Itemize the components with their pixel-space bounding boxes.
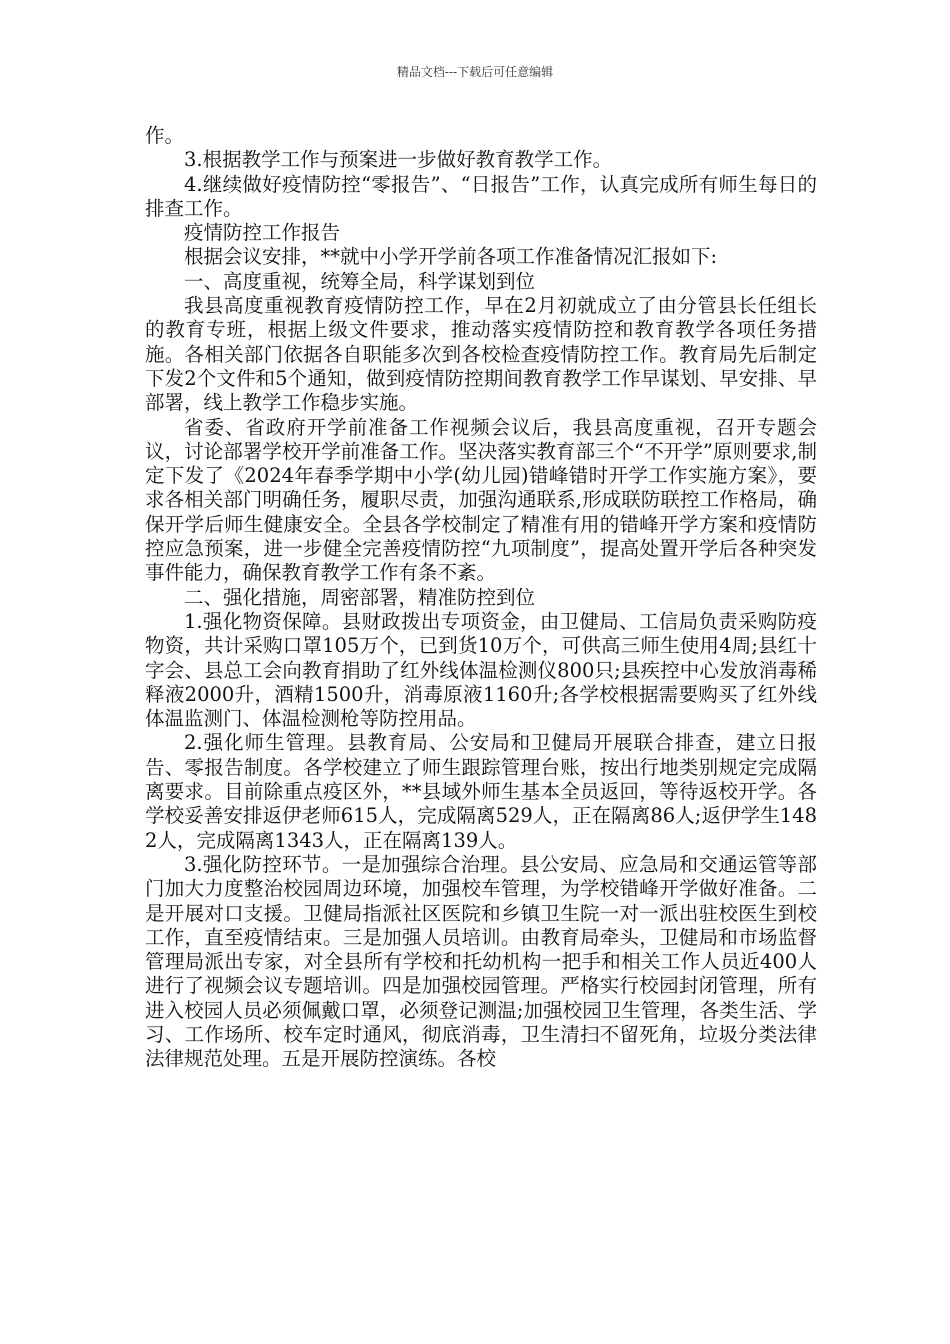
document-body xyxy=(145,124,817,1072)
paragraph-prevention-steps: 3.强化防控环节。一是加强综合治理。县公安局、应急局和交通运管等部门加大力度整治校园周边环境，加强校车管理，为学校错峰开学做好准备。二是开展对口支援。卫健局指派社区医院和乡镇卫生院一对一派出驻校医生到校工作，直至疫情结束。三是加强人员培训。由教育局牵头，卫健局和市场监督管理局派出专家，对全县所有学校和托幼机构一把手和相关工作人员近400人进行了视频会议专题培训。四是加强校园管理。严格实行校园封闭管理，所有进入校园人员必须佩戴口罩，必须登记测温;加强校园卫生管理，各类生活、学习、工作场所、校车定时通风，彻底消毒，卫生清扫不留死角，垃圾分类法律法律规范处理。五是开展防控演练。各校 xyxy=(145,852,817,1071)
paragraph-section1-a: 我县高度重视教育疫情防控工作，早在2月初就成立了由分管县长任组长的教育专班，根据上级文件要求，推动落实疫情防控和教育教学各项任务措施。各相关部门依据各自职能多次到各校检查疫情防控工作。教育局先后制定下发2个文件和5个通知，做到疫情防控期间教育教学工作早谋划、早安排、早部署，线上教学工作稳步实施。 xyxy=(145,294,817,415)
paragraph-material-support: 1.强化物资保障。县财政拨出专项资金，由卫健局、工信局负责采购防疫物资，共计采购口罩105万个，已到货10万个，可供高三师生使用4周;县红十字会、县总工会向教育捐助了红外线体温检测仪800只;县疾控中心发放消毒稀释液2000升，酒精1500升，消毒原液1160升;各学校根据需要购买了红外线体温监测门、体温检测枪等防控用品。 xyxy=(145,609,817,731)
report-title: 疫情防控工作报告 xyxy=(184,221,341,245)
page-header: 精品文档---下载后可任意编辑 xyxy=(396,65,554,79)
paragraph-staff-management: 2.强化师生管理。县教育局、公安局和卫健局开展联合排查，建立日报告、零报告制度。各学校建立了师生跟踪管理台账，按出行地类别规定完成隔离要求。目前除重点疫区外，**县域外师生基本全员返回，等待返校开学。各学校妥善安排返伊老师615人，完成隔离529人，正在隔离86人;返伊学生1482人，完成隔离1343人，正在隔离139人。 xyxy=(145,731,817,852)
paragraph-1: 作。 xyxy=(145,124,185,147)
section-heading-1: 一、高度重视，统筹全局，科学谋划到位 xyxy=(184,269,536,293)
section-heading-2: 二、强化措施，周密部署，精准防控到位 xyxy=(184,585,536,609)
paragraph-intro: 根据会议安排，**就中小学开学前各项工作准备情况汇报如下: xyxy=(184,245,718,269)
paragraph-3: 4.继续做好疫情防控“零报告”、“日报告”工作，认真完成所有师生每日的排查工作。 xyxy=(145,172,817,220)
paragraph-section1-b: 省委、省政府开学前准备工作视频会议后，我县高度重视，召开专题会议，讨论部署学校开学前准备工作。坚决落实教育部三个“不开学”原则要求,制定下发了《2024年春季学期中小学(幼儿园)错峰错时开学工作实施方案》，要求各相关部门明确任务，履职尽责，加强沟通联系,形成联防联控工作格局，确保开学后师生健康安全。全县各学校制定了精准有用的错峰开学方案和疫情防控应急预案，进一步健全完善疫情防控“九项制度”，提高处置开学后各种突发事件能力，确保教育教学工作有条不紊。 xyxy=(145,415,817,585)
paragraph-2: 3.根据教学工作与预案进一步做好教育教学工作。 xyxy=(184,148,613,172)
